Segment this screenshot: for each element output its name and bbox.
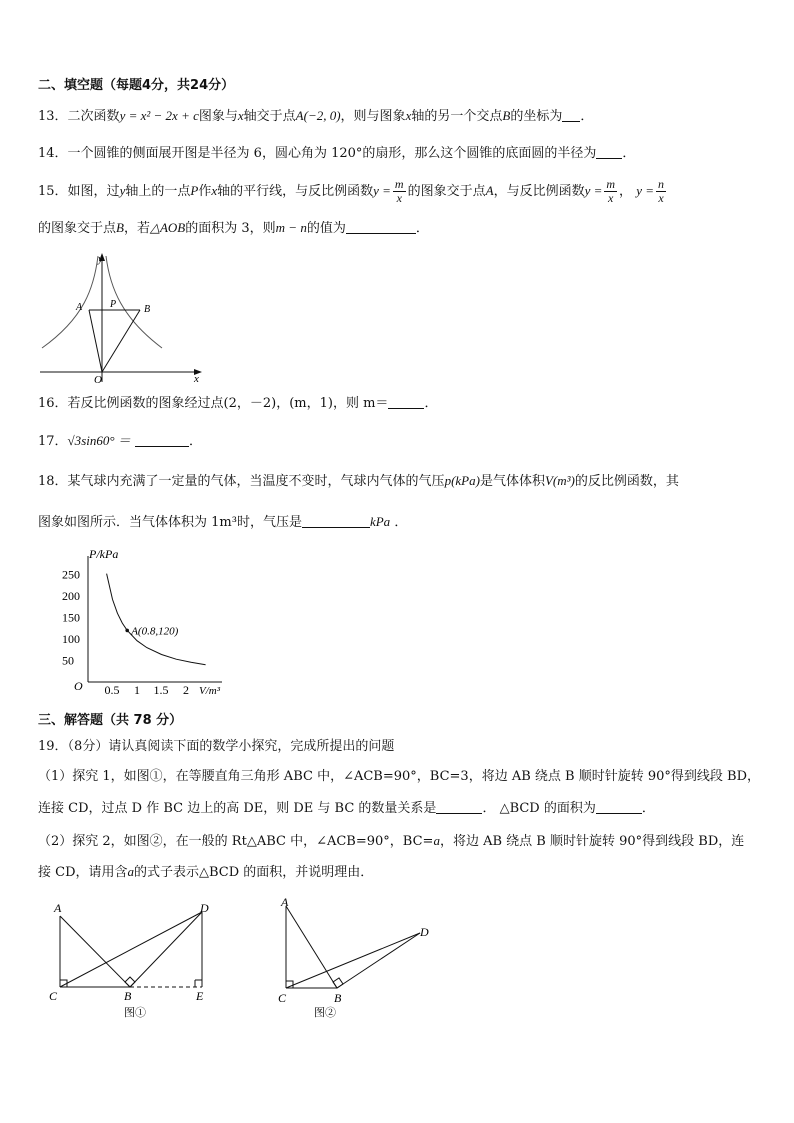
label-P: P: [110, 299, 117, 310]
question-19-part2: （2）探究 2，如图②，在一般的 Rt△ABC 中，∠ACB=90°，BC=a，将边 AB 绕点 B 顺时针旋转 90°得到线段 BD，连: [38, 833, 745, 849]
answer-blank[interactable]: [388, 394, 424, 409]
hyperbola-left-branch: [42, 256, 98, 348]
chart-x-label: V/m³: [199, 685, 221, 697]
answer-blank[interactable]: [302, 513, 370, 528]
section-title-answers: 三、解答题（共 78 分）: [38, 713, 183, 728]
chart-y-tick-label: 250: [62, 567, 80, 582]
label-A: A: [54, 901, 62, 915]
answer-blank[interactable]: [436, 799, 482, 814]
right-angle-mark-B: [333, 978, 343, 988]
chart-x-tick-label: 0.5: [104, 683, 120, 697]
chart-x-tick-label: 1: [134, 683, 140, 697]
chart-y-tick-label: 150: [62, 610, 80, 625]
chart-y-tick-label: 100: [62, 632, 80, 646]
label-C: C: [278, 991, 287, 1005]
label-B: B: [124, 989, 132, 1003]
answer-blank[interactable]: [596, 144, 622, 159]
figure-19-2: [270, 892, 440, 1024]
question-15-cont: 的图象交于点B，若△AOB的面积为 3，则m − n的值为 ．: [38, 220, 429, 236]
segment-BO: [102, 310, 140, 372]
fraction-m-over-x: $\frac{m}{x}$: [394, 177, 404, 205]
segment-CD: [286, 933, 420, 988]
question-19-part1: （1）探究 1，如图①，在等腰直角三角形 ABC 中，∠ACB=90°，BC=3，将边 AB 绕点 B 顺时针旋转 90°得到线段 BD，: [38, 769, 760, 784]
fraction-m-over-x: $\frac{m}{x}$: [606, 177, 616, 205]
label-B: B: [144, 304, 151, 315]
label-y: y: [98, 253, 103, 265]
chart-point-A: [125, 629, 129, 633]
answer-blank[interactable]: [135, 432, 189, 447]
segment-CD: [60, 912, 202, 987]
section-title-fill-in: 二、填空题（每题4分，共24分）: [38, 78, 235, 93]
answer-blank[interactable]: [346, 219, 416, 234]
label-A: A: [76, 302, 83, 313]
question-14: 14．一个圆锥的侧面展开图是半径为 6，圆心角为 120°的扇形，那么这个圆锥的底面圆的半径为 ．: [38, 146, 636, 161]
chart-y-tick-label: 50: [62, 653, 74, 668]
label-B: B: [334, 991, 342, 1005]
chart-point-label: A(0.8,120): [131, 625, 179, 638]
segment-BD: [130, 912, 202, 987]
chart-y-tick-label: 200: [62, 589, 80, 603]
answer-blank[interactable]: [596, 799, 642, 814]
question-16: 16．若反比例函数的图象经过点(2，－2)，(m，1)，则 m＝ ．: [38, 396, 438, 411]
label-C: C: [49, 989, 58, 1003]
segment-AB: [286, 906, 337, 988]
label-A: A: [281, 895, 289, 909]
question-18-cont: 图象如图所示．当气体体积为 1m³时，气压是 kPa ．: [38, 514, 408, 530]
question-17: 17．√3sin60° ＝ ．: [38, 433, 202, 449]
chart-x-tick-label: 2: [183, 683, 189, 697]
chart-origin-label: O: [74, 679, 83, 693]
segment-AO: [89, 310, 102, 372]
figure-q18-pressure-volume-chart: [56, 548, 231, 700]
question-19-part2-cont: 接 CD，请用含a的式子表示△BCD 的面积，并说明理由．: [38, 864, 374, 880]
question-19-part1-cont: 连接 CD，过点 D 作 BC 边上的高 DE，则 DE 与 BC 的数量关系是 ． △BCD 的面积为 ．: [38, 801, 655, 816]
chart-x-tick-label: 1.5: [153, 683, 169, 697]
label-O: O: [94, 374, 102, 386]
question-13: 13．二次函数y = x² − 2x + c图象与x轴交于点A(−2, 0)，则与图象x轴的另一个交点B的坐标为 ．: [38, 108, 594, 124]
label-D: D: [420, 925, 429, 939]
label-D: D: [200, 901, 209, 915]
figure-q15-hyperbola: [36, 248, 206, 386]
figure-caption-1: 图①: [124, 1007, 146, 1019]
chart-series-line: [107, 574, 206, 665]
figure-19-1: [44, 896, 222, 1022]
label-x: x: [194, 373, 199, 385]
question-19-heading: 19．（8分）请认真阅读下面的数学小探究，完成所提出的问题: [38, 739, 395, 754]
label-E: E: [196, 989, 204, 1003]
fraction-n-over-x: $\frac{n}{x}$: [658, 177, 664, 205]
segment-AB: [60, 916, 130, 987]
question-18: 18．某气球内充满了一定量的气体，当温度不变时，气球内气体的气压p(kPa)是气体体积V(m³)的反比例函数，其: [38, 473, 679, 489]
segment-BD: [337, 933, 420, 988]
figure-caption-2: 图②: [314, 1007, 336, 1019]
chart-y-label: P/kPa: [89, 548, 119, 561]
answer-blank[interactable]: [562, 107, 580, 122]
right-angle-mark-B: [125, 977, 135, 987]
question-15: 15．如图，过y轴上的一点P作x轴的平行线，与反比例函数y = $\frac{m}{x}$ 的图象交于点A，与反比例函数y = $\frac{m}{x}$ ， y = $\frac{n}{x}$: [38, 177, 664, 205]
